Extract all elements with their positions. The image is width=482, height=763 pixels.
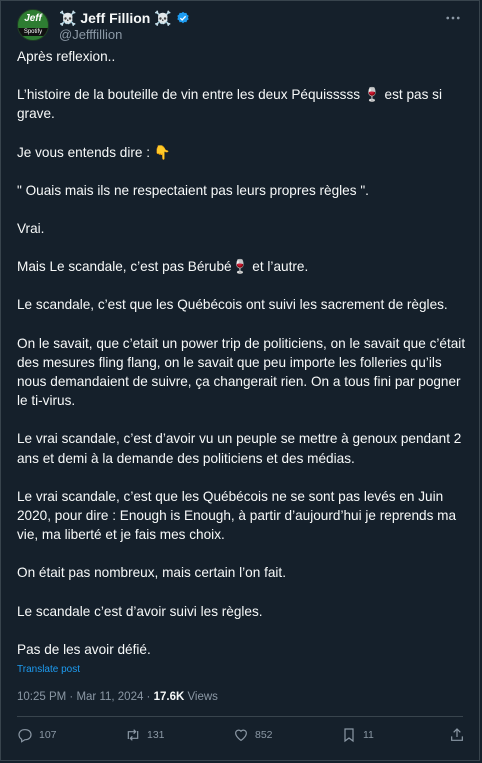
bookmark-count: 11 [363, 729, 374, 741]
post-paragraph: Le vrai scandale, c’est que les Québécois ne se sont pas levés en Juin 2020, pour dire : Enough is Enough, à partir d’aujourd’hui je reprends ma vie, ma liberté et je fais mes choix. [17, 488, 460, 543]
post-meta [17, 691, 218, 703]
post-paragraph: " Ouais mais ils ne respectaient pas leurs propres règles ". [17, 182, 369, 198]
action-bar [17, 727, 463, 751]
divider [17, 716, 463, 717]
share-icon [449, 727, 465, 743]
reply-button[interactable] [17, 727, 57, 743]
reply-icon [17, 727, 33, 743]
repost-icon [125, 727, 141, 743]
post-paragraph: Le vrai scandale, c’est d’avoir vu un peuple se mettre à genoux pendant 2 ans et demi à la demande des politiciens et des médias. [17, 431, 466, 466]
post-text [17, 47, 469, 678]
views-count: 17.6K [153, 691, 185, 703]
author-display-name[interactable]: ☠️ Jeff Fillion ☠️ [59, 10, 172, 26]
repost-button[interactable] [125, 727, 165, 743]
post-paragraph: Mais Le scandale, c’est pas Bérubé🍷 et l’autre. [17, 259, 309, 275]
bookmark-icon [341, 727, 357, 743]
post-paragraph: Vrai. [17, 221, 45, 237]
post-paragraph: Après reflexion.. [17, 49, 116, 64]
repost-count: 131 [147, 729, 165, 741]
translate-post-link[interactable]: Translate post [17, 664, 80, 675]
post-paragraph: Je vous entends dire : 👇 [17, 144, 171, 160]
more-options-icon[interactable] [443, 9, 463, 27]
post-paragraph: Le scandale, c’est que les Québécois ont suivi les sacrement de règles. [17, 297, 448, 313]
reply-count: 107 [39, 729, 57, 741]
post-paragraph: Le scandale c’est d’avoir suivi les règles. [17, 603, 263, 619]
post-paragraph: Pas de les avoir défié. [17, 641, 151, 657]
author-names [59, 9, 190, 43]
avatar-text-bottom: Spotify [18, 28, 48, 36]
post-paragraph: On était pas nombreux, mais certain l’on fait. [17, 565, 286, 581]
author-handle[interactable]: @Jefffillion [59, 27, 123, 42]
avatar[interactable] [17, 9, 49, 41]
like-button[interactable] [233, 727, 273, 743]
views-label: Views [184, 691, 218, 703]
post-timestamp[interactable]: 10:25 PM · Mar 11, 2024 · [17, 691, 154, 703]
post-paragraph: On le savait, que c’etait un power trip de politiciens, on le savait que c’était des mesures fling flang, on le savait que peu importe les folleries qu’ils nous demandaient de suivre, ça changerait rien. On a tous fini par pogner le ti-virus. [17, 335, 469, 409]
verified-badge-icon [176, 11, 190, 25]
heart-icon [233, 727, 249, 743]
share-button[interactable] [449, 727, 465, 743]
bookmark-button[interactable] [341, 727, 374, 743]
post-paragraph: L’histoire de la bouteille de vin entre les deux Péquisssss 🍷 est pas si grave. [17, 87, 446, 122]
avatar-text-top: Jeff [24, 13, 42, 24]
like-count: 852 [255, 729, 273, 741]
post-header [17, 9, 463, 41]
author-display-name-row[interactable] [59, 9, 190, 27]
